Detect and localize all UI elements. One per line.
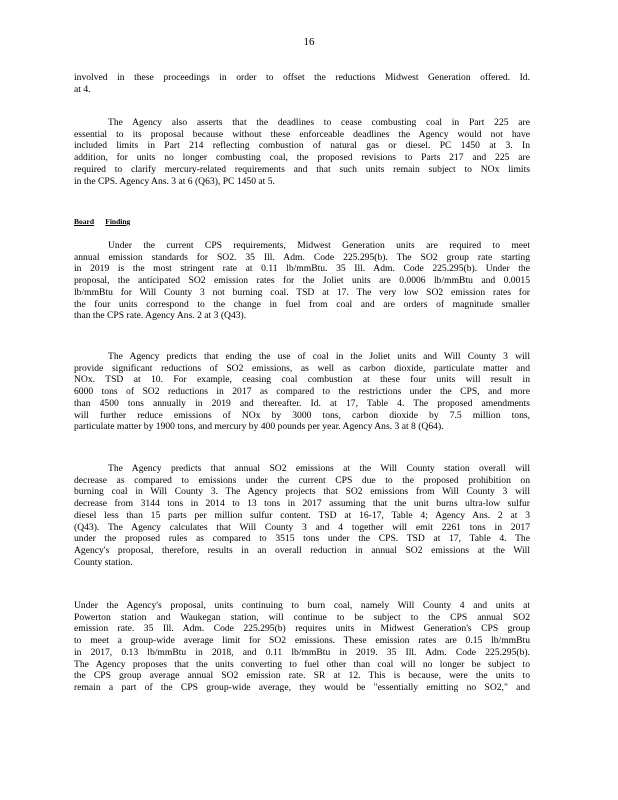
page-number: 16 (303, 36, 315, 48)
text-line: emission rate. 35 Ill. Adm. Code 225.295(b) requires units in Midwest Generation's CPS group (74, 623, 530, 635)
paragraph-units-continuing-coal (74, 600, 530, 694)
text-line: in the CPS. Agency Ans. 3 at 6 (Q63), PC 1450 at 5. (74, 175, 275, 187)
text-line: NOx. TSD at 10. For example, ceasing coal combustion at these four units will result in (74, 374, 530, 386)
text-line: Under the current CPS requirements, Midwest Generation units are required to meet (108, 240, 530, 251)
text-line: addition, for units no longer combusting coal, the proposed revisions to Parts 217 and 225 are (74, 152, 530, 164)
text-line: Under the Agency's proposal, units continuing to burn coal, namely Will County 4 and units at (74, 600, 530, 611)
text-line: 6000 tons of SO2 reductions in 2017 as compared to the restrictions under the CPS, and more (74, 386, 530, 398)
text-line: provide significant reductions of SO2 emissions, as well as carbon dioxide, particulate matter and (74, 362, 530, 374)
text-line: The Agency predicts that ending the use of coal in the Joliet units and Will County 3 will (108, 351, 530, 362)
paragraph-agency-deadlines (74, 117, 530, 187)
text-line: involved in these proceedings in order to offset the reductions Midwest Generation offered. Id. (74, 72, 530, 83)
text-line: essential to its proposal because without these enforceable deadlines the Agency would not have (74, 128, 530, 140)
text-line: to meet a group-wide average limit for SO2 emissions. These emission rates are 0.15 lb/mmBtu (74, 635, 530, 647)
text-line: The Agency also asserts that the deadlines to cease combusting coal in Part 225 are (108, 117, 530, 128)
paragraph-will-county-emissions (74, 463, 530, 568)
text-line: than the CPS rate. Agency Ans. 2 at 3 (Q43). (74, 310, 247, 322)
paragraph-agency-predicts-reductions (74, 351, 530, 433)
paragraph-continuation (74, 72, 530, 95)
text-line: diesel less than 15 parts per million sulfur content. TSD at 16-17, Table 4; Agency Ans. 2 at 3 (74, 509, 530, 521)
text-line: the CPS group average annual SO2 emission rate. SR at 12. This is because, were the units to (74, 670, 530, 682)
text-line: Agency's proposal, therefore, results in an overall reduction in annual SO2 emissions at the Will (74, 544, 530, 556)
text-line: The Agency proposes that the units converting to fuel other than coal will no longer be subject to (74, 658, 530, 670)
text-line: (Q43). The Agency calculates that Will County 3 and 4 together will emit 2261 tons in 2017 (74, 521, 530, 533)
text-line: under the proposed rules as compared to 3515 tons under the CPS. TSD at 17, Table 4. The (74, 533, 530, 545)
section-heading (74, 216, 130, 228)
text-line: proposal, the anticipated SO2 emission rates for the Joliet units are 0.0006 lb/mmBtu and 0.0015 (74, 275, 530, 287)
text-line: The Agency predicts that annual SO2 emissions at the Will County station overall will (108, 463, 530, 474)
text-line: annual emission standards for SO2. 35 Ill. Adm. Code 225.295(b). The SO2 group rate starting (74, 251, 530, 263)
text-line: County station. (74, 556, 133, 568)
text-line: at 4. (74, 83, 91, 95)
heading-word: Finding (105, 217, 131, 226)
paragraph-cps-requirements (74, 240, 530, 322)
text-line: decrease from 3144 tons in 2014 to 13 tons in 2017 assuming that the unit burns ultra-low sulfur (74, 498, 530, 510)
text-line: included limits in Part 214 reflecting combustion of natural gas or diesel. PC 1450 at 3. In (74, 140, 530, 152)
text-line: will further reduce emissions of NOx by 3000 tons, carbon dioxide by 7.5 million tons, (74, 409, 530, 421)
text-line: required to clarify mercury-related requirements and that such units remain subject to NOx limits (74, 163, 530, 175)
text-line: lb/mmBtu for Will County 3 not burning coal. TSD at 17. The very low SO2 emission rates for (74, 286, 530, 298)
text-line: than 4500 tons annually in 2019 and thereafter. Id. at 17, Table 4. The proposed amendments (74, 397, 530, 409)
text-line: the four units correspond to the change in fuel from coal and are orders of magnitude smaller (74, 298, 530, 310)
heading-word: Board (74, 217, 95, 226)
text-line: in 2017, 0.13 lb/mmBtu in 2018, and 0.11 lb/mmBtu in 2019. 35 Ill. Adm. Code 225.295(b). (74, 646, 530, 658)
text-line: Powerton station and Waukegan station, will continue to be subject to the CPS annual SO2 (74, 611, 530, 623)
text-line: decrease as compared to emissions under the current CPS due to the proposed prohibition on (74, 474, 530, 486)
text-line: particulate matter by 1900 tons, and mercury by 400 pounds per year. Agency Ans. 3 at 8 (Q64). (74, 421, 444, 433)
text-line: in 2019 is the most stringent rate at 0.11 lb/mmBtu. 35 Ill. Adm. Code 225.295(b). Under the (74, 263, 530, 275)
text-line: remain a part of the CPS group-wide average, they would be "essentially emitting no SO2," and (74, 681, 530, 693)
text-line: burning coal in Will County 3. The Agency projects that SO2 emissions from Will County 3 will (74, 486, 530, 498)
